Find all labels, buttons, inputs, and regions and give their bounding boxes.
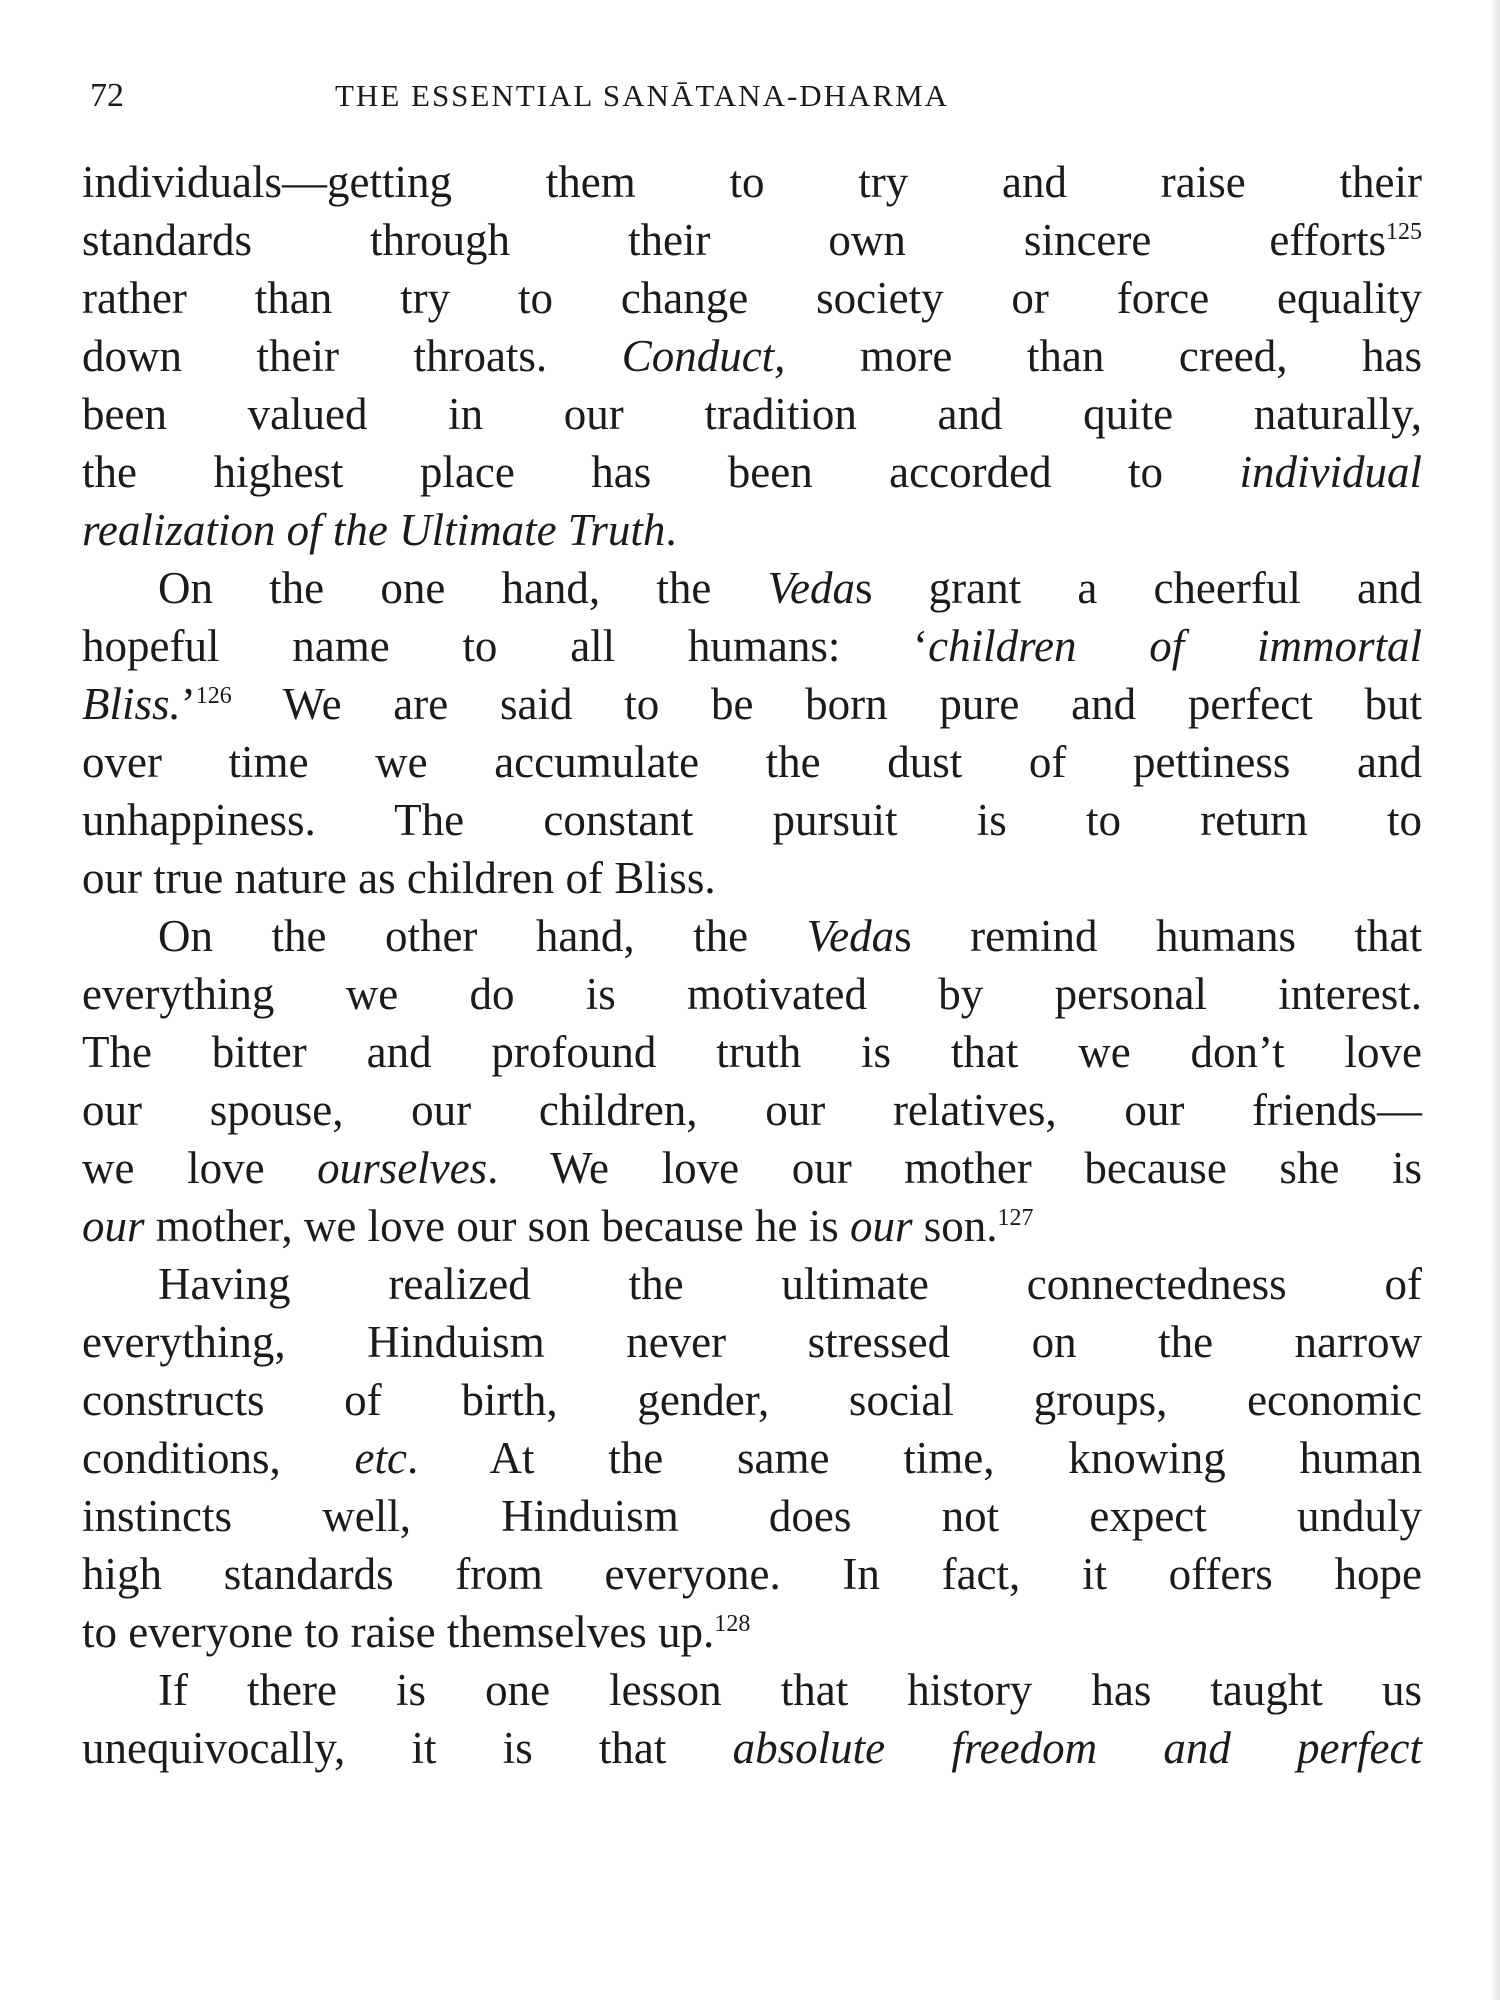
text-line: we love ourselves. We love our mother because she is: [82, 1143, 1423, 1193]
text-line: standards through their own sincere efforts$^{125}$: [82, 215, 1422, 265]
text-line: everything, Hinduism never stressed on the narrow: [82, 1317, 1422, 1367]
text-line: rather than try to change society or force equality: [82, 273, 1422, 323]
paragraph-3: [82, 907, 1422, 1255]
page-edge-shadow: [1490, 0, 1500, 2000]
text-line: Having realized the ultimate connectedness of: [158, 1259, 1422, 1309]
text-line: our true nature as children of Bliss.: [82, 853, 716, 903]
text-line: conditions, etc. At the same time, knowing human: [82, 1433, 1422, 1483]
running-head: [90, 72, 1140, 120]
text-line: On the other hand, the Vedas remind humans that: [158, 911, 1422, 961]
paragraph-4: [82, 1255, 1422, 1661]
text-line: unhappiness. The constant pursuit is to return to: [82, 795, 1422, 845]
footnote-ref: 125: [1386, 219, 1422, 245]
text-line: constructs of birth, gender, social groups, economic: [82, 1375, 1422, 1425]
paragraph-1: [82, 153, 1422, 559]
text-line: If there is one lesson that history has taught us: [158, 1665, 1422, 1715]
text-line: unequivocally, it is that absolute freedom and perfect: [82, 1723, 1422, 1773]
text-line: hopeful name to all humans: ‘children of immortal: [82, 621, 1423, 671]
footnote-ref: 126: [195, 683, 232, 709]
book-title: THE ESSENTIAL SANĀTANA-DHARMA: [335, 78, 950, 113]
paragraph-2: [82, 559, 1422, 907]
text-line: On the one hand, the Vedas grant a cheerful and: [158, 563, 1422, 613]
text-line: been valued in our tradition and quite naturally,: [82, 389, 1422, 439]
text-line: Bliss.’$^{126}$ We are said to be born pure and perfect but: [82, 679, 1422, 729]
text-line: high standards from everyone. In fact, it offers hope: [82, 1549, 1422, 1599]
text-line: The bitter and profound truth is that we don’t love: [82, 1027, 1422, 1077]
text-line: to everyone to raise themselves up.$^{128}$: [82, 1607, 751, 1657]
paragraph-5: [82, 1661, 1422, 1777]
text-line: the highest place has been accorded to individual: [82, 447, 1422, 497]
text-line: individuals—getting them to try and raise their: [82, 157, 1422, 207]
body-text: [82, 153, 1422, 1777]
text-line: everything we do is motivated by personal interest.: [82, 969, 1422, 1019]
text-line: our spouse, our children, our relatives, our friends—: [82, 1085, 1422, 1135]
text-line: realization of the Ultimate Truth.: [82, 505, 677, 555]
footnote-ref: 127: [997, 1205, 1034, 1231]
text-line: our mother, we love our son because he is our son.$^{127}$: [82, 1201, 1034, 1251]
text-line: over time we accumulate the dust of pettiness and: [82, 737, 1422, 787]
page-number: 72: [90, 77, 124, 114]
text-line: instincts well, Hinduism does not expect unduly: [82, 1491, 1422, 1541]
footnote-ref: 128: [714, 1611, 751, 1637]
text-line: down their throats. Conduct, more than creed, has: [82, 331, 1423, 381]
